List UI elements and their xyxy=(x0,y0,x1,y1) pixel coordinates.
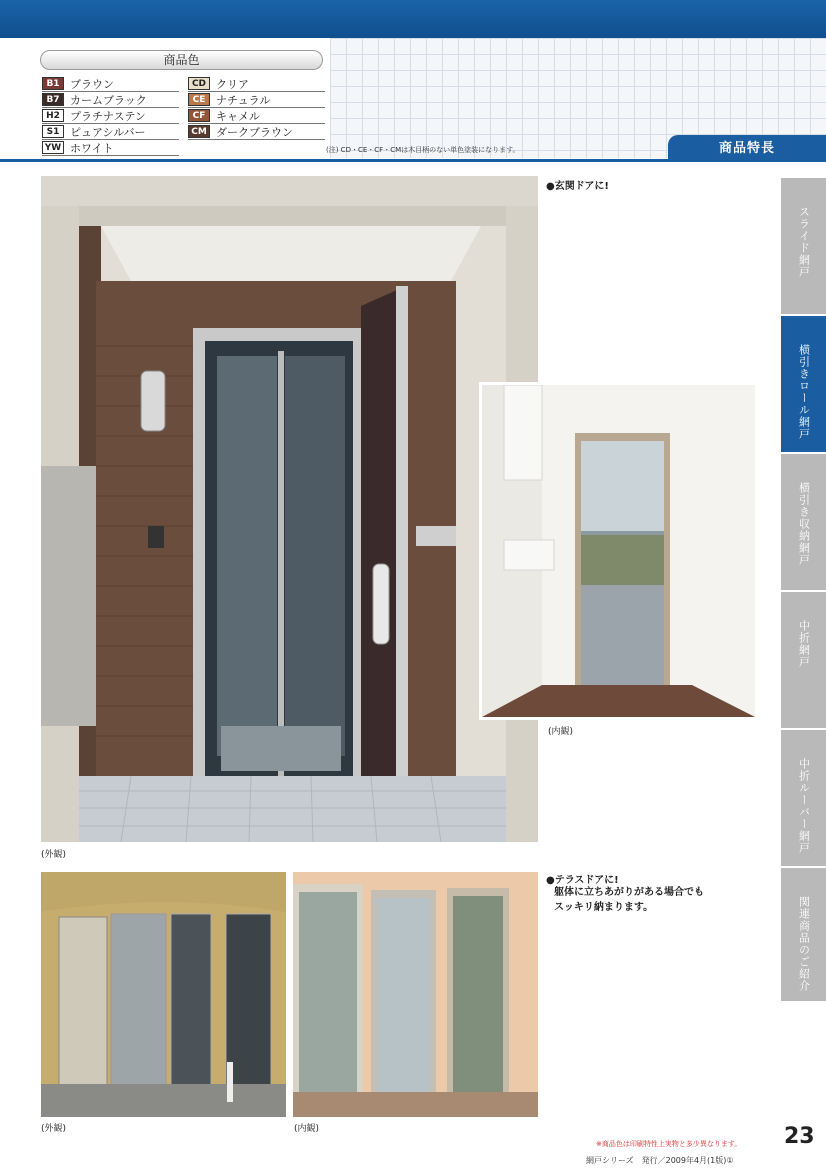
side-tab-label: スライド網戸 xyxy=(797,206,811,278)
side-tab-label: 中折ルーバー網戸 xyxy=(797,758,811,854)
color-name: ダークブラウン xyxy=(216,125,293,139)
caption-interior-1: (内観) xyxy=(548,727,574,737)
terrace-interior-photo xyxy=(293,872,538,1117)
color-code-badge: CE xyxy=(188,93,210,106)
color-row-b1 xyxy=(42,76,179,92)
color-row-cm xyxy=(188,124,325,140)
color-row-yw xyxy=(42,140,179,156)
color-note: (注) CD・CE・CF・CMは木目柄のない単色塗装になります。 xyxy=(326,146,520,154)
color-name: カームブラック xyxy=(70,93,147,107)
series-publication-info: 網戸シリーズ 発行／2009年4月(1版)① xyxy=(586,1156,734,1165)
color-name: プラチナステン xyxy=(70,109,146,123)
terrace-door-heading: ●テラスドアに! xyxy=(546,875,619,886)
page-number: 23 xyxy=(784,1124,815,1149)
terrace-door-body xyxy=(554,885,704,915)
entrance-exterior-illustration xyxy=(41,176,538,842)
top-banner xyxy=(0,0,826,38)
color-name: ナチュラル xyxy=(216,93,271,107)
color-row-b7 xyxy=(42,92,179,108)
color-code-badge: B1 xyxy=(42,77,64,90)
entrance-interior-photo xyxy=(479,382,758,720)
caption-exterior-2: (外観) xyxy=(41,1124,67,1134)
side-tab-slide-screen[interactable] xyxy=(781,178,826,315)
side-tab-label: 横引きロール網戸 xyxy=(797,344,811,440)
color-code-badge: B7 xyxy=(42,93,64,106)
terrace-interior-illustration xyxy=(293,872,538,1117)
color-name: キャメル xyxy=(216,109,260,123)
color-name: ピュアシルバー xyxy=(70,125,146,139)
color-row-cf xyxy=(188,108,325,124)
color-row-cd xyxy=(188,76,325,92)
side-tab-storage-screen[interactable] xyxy=(781,454,826,591)
entrance-door-heading: ●玄関ドアに! xyxy=(546,181,609,192)
color-row-s1 xyxy=(42,124,179,140)
color-disclaimer: ※商品色は印刷特性上実物と多少異なります。 xyxy=(596,1140,742,1148)
color-section-title: 商品色 xyxy=(40,50,323,70)
caption-interior-2: (内観) xyxy=(294,1124,320,1134)
terrace-exterior-photo xyxy=(41,872,286,1117)
side-tab-label: 関連商品のご紹介 xyxy=(797,896,811,992)
side-tab-folding-screen[interactable] xyxy=(781,592,826,729)
side-tab-louver-screen[interactable] xyxy=(781,730,826,867)
terrace-body-line-2: スッキリ納まります。 xyxy=(554,902,654,913)
color-row-ce xyxy=(188,92,325,108)
caption-exterior-1: (外観) xyxy=(41,850,67,860)
feature-heading-tab: 商品特長 xyxy=(668,135,826,162)
entrance-exterior-photo xyxy=(41,176,538,842)
entrance-interior-illustration xyxy=(482,385,755,717)
color-row-h2 xyxy=(42,108,179,124)
side-tab-label: 横引き収納網戸 xyxy=(797,482,811,566)
color-code-badge: YW xyxy=(42,141,64,154)
terrace-body-line-1: 躯体に立ちあがりがある場合でも xyxy=(554,887,704,898)
color-code-badge: S1 xyxy=(42,125,64,138)
color-name: ホワイト xyxy=(70,141,114,155)
color-code-badge: H2 xyxy=(42,109,64,122)
color-code-badge: CD xyxy=(188,77,210,90)
color-code-badge: CM xyxy=(188,125,210,138)
side-tab-roll-screen[interactable] xyxy=(781,316,826,453)
terrace-exterior-illustration xyxy=(41,872,286,1117)
side-tab-related-products[interactable] xyxy=(781,868,826,1002)
color-code-badge: CF xyxy=(188,109,210,122)
side-tab-label: 中折網戸 xyxy=(797,620,811,668)
color-name: クリア xyxy=(216,77,249,91)
color-name: ブラウン xyxy=(70,77,114,91)
